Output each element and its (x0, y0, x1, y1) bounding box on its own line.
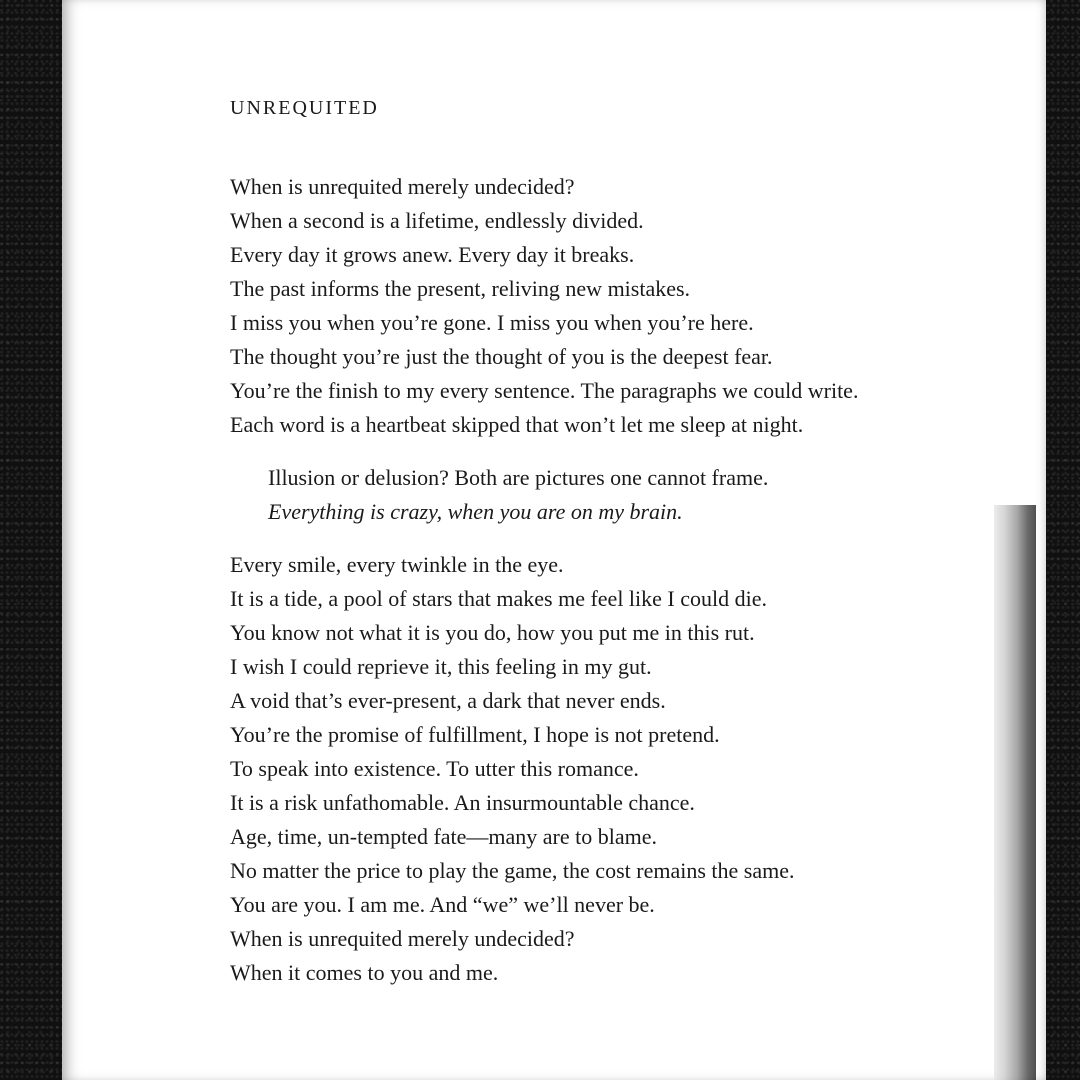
poem-line: It is a tide, a pool of stars that makes me feel like I could die. (230, 586, 768, 611)
poem-line: When is unrequited merely undecided? (230, 174, 575, 199)
poem-line: Age, time, un-tempted fate—many are to blame. (230, 824, 658, 849)
poem-line: When a second is a lifetime, endlessly divided. (230, 208, 644, 233)
poem-line: The thought you’re just the thought of you is the deepest fear. (230, 344, 773, 369)
stanza-1 (230, 170, 1010, 442)
poem-line: I wish I could reprieve it, this feeling in my gut. (230, 654, 652, 679)
poem-line-italic: Everything is crazy, when you are on my brain. (268, 499, 683, 524)
poem-line: When it comes to you and me. (230, 960, 499, 985)
poem-line: I miss you when you’re gone. I miss you when you’re here. (230, 310, 754, 335)
poem-line: Every day it grows anew. Every day it breaks. (230, 242, 635, 267)
stanza-3 (230, 548, 1010, 990)
poem (230, 96, 1010, 990)
poem-line: To speak into existence. To utter this romance. (230, 756, 639, 781)
poem-line: It is a risk unfathomable. An insurmountable chance. (230, 790, 695, 815)
poem-line: The past informs the present, reliving new mistakes. (230, 276, 691, 301)
poem-line: You’re the finish to my every sentence. The paragraphs we could write. (230, 378, 859, 403)
poem-line: No matter the price to play the game, the cost remains the same. (230, 858, 795, 883)
poem-line: When is unrequited merely undecided? (230, 926, 575, 951)
poem-line: Illusion or delusion? Both are pictures one cannot frame. (268, 465, 769, 490)
stanza-2-indented (230, 461, 1010, 529)
poem-line: Every smile, every twinkle in the eye. (230, 552, 564, 577)
poem-line: A void that’s ever-present, a dark that never ends. (230, 688, 666, 713)
poem-line: You’re the promise of fulfillment, I hope is not pretend. (230, 722, 720, 747)
poem-line: You know not what it is you do, how you put me in this rut. (230, 620, 755, 645)
poem-line: Each word is a heartbeat skipped that won’t let me sleep at night. (230, 412, 804, 437)
poem-title: UNREQUITED (230, 97, 379, 119)
poem-line: You are you. I am me. And “we” we’ll never be. (230, 892, 655, 917)
